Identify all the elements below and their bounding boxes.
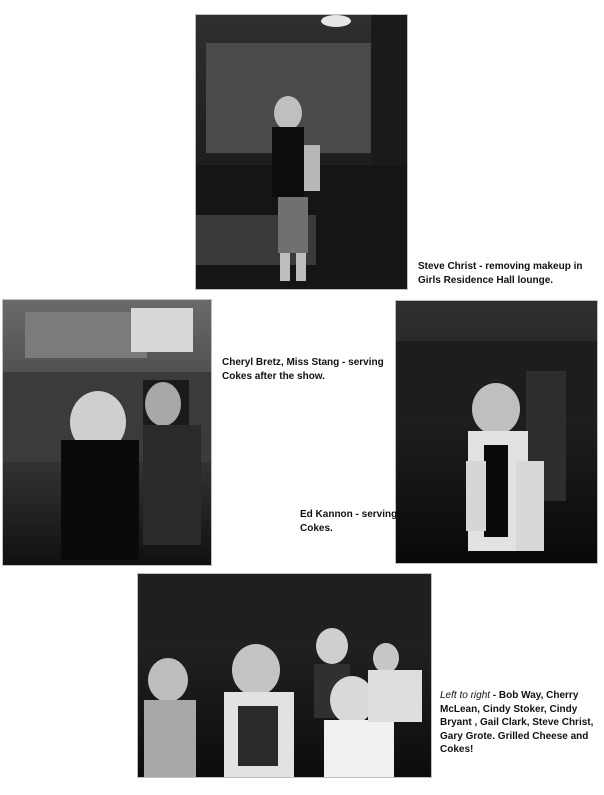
caption-group-lead: Left to right (440, 690, 491, 701)
photo-group-bob-way-and-friends (138, 574, 431, 777)
photo-ed-kannon (396, 301, 597, 563)
photo-steve-christ-image (196, 15, 407, 289)
photo-group-bob-way-and-friends-image (138, 574, 431, 777)
photo-cheryl-bretz-miss-stang-image (3, 300, 211, 565)
caption-steve-christ: Steve Christ - removing makeup in Girls Residence Hall lounge. (418, 261, 583, 286)
photo-steve-christ (196, 15, 407, 289)
caption-group-names: - Bob Way, Cherry McLean, Cindy Stoker, Cindy Bryant , Gail Clark, Steve Christ, Gary Grote. Grilled Cheese and Cokes! (440, 690, 594, 755)
photo-ed-kannon-image (396, 301, 597, 563)
photo-cheryl-bretz-miss-stang (3, 300, 211, 565)
caption-group (440, 689, 600, 757)
caption-cheryl-bretz-miss-stang: Cheryl Bretz, Miss Stang - serving Cokes after the show. (222, 357, 384, 382)
caption-ed-kannon: Ed Kannon - serving Cokes. (300, 509, 398, 534)
